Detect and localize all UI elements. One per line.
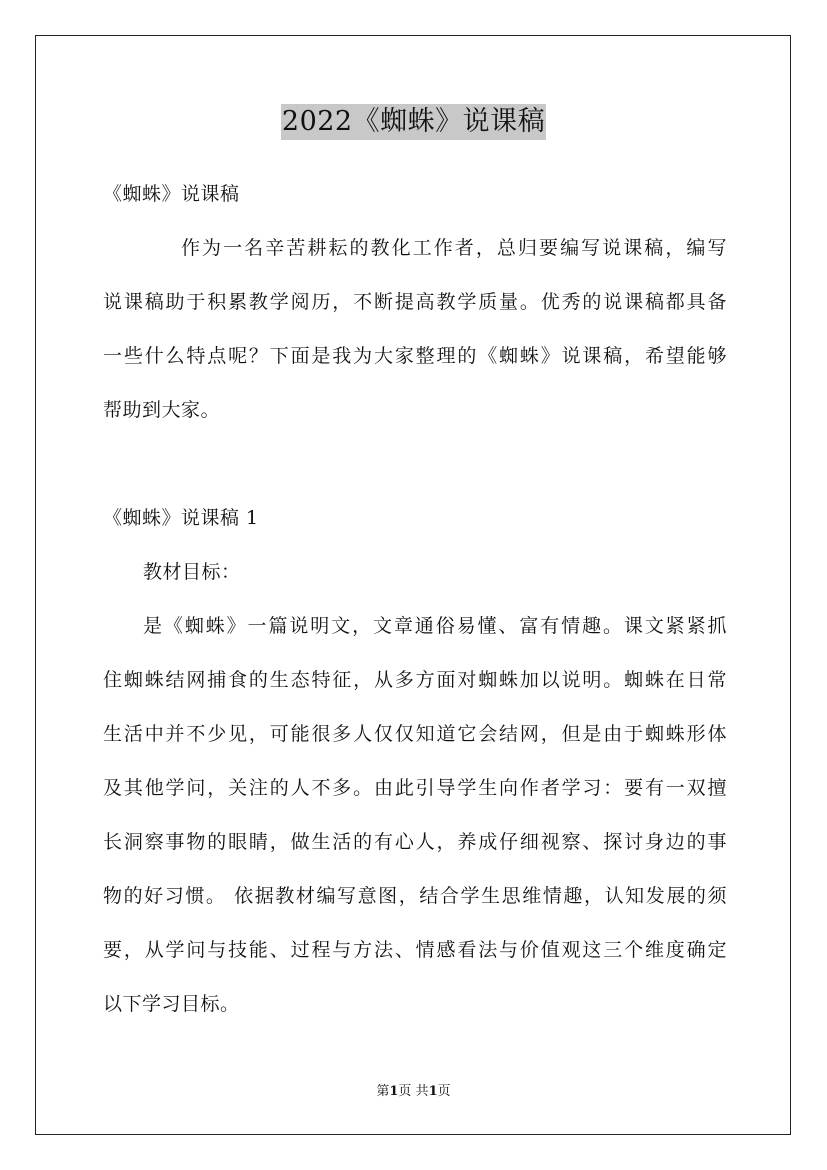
intro-line-4: 帮助到大家。	[103, 399, 221, 421]
body-line-7: 要，从学问与技能、过程与方法、情感看法与价值观这三个维度确定	[103, 939, 727, 961]
body-line-1: 是《蜘蛛》一篇说明文，文章通俗易懂、富有情趣。课文紧紧抓	[143, 615, 727, 637]
body-line-6: 物的好习惯。 依据教材编写意图，结合学生思维情趣，认知发展的须	[103, 885, 727, 907]
section-label: 教材目标：	[143, 561, 241, 583]
footer-page-current: 1	[389, 1084, 399, 1099]
body-line-5: 长洞察事物的眼睛，做生活的有心人，养成仔细视察、探讨身边的事	[103, 831, 727, 853]
intro-line-2: 说课稿助于积累教学阅历，不断提高教学质量。优秀的说课稿都具备	[103, 291, 727, 313]
page-footer	[0, 1083, 827, 1101]
body-line-3: 生活中并不少见，可能很多人仅仅知道它会结网，但是由于蜘蛛形体	[103, 723, 727, 745]
body-line-4: 及其他学问，关注的人不多。由此引导学生向作者学习：要有一双擅	[103, 777, 727, 799]
footer-page-total: 1	[428, 1084, 438, 1099]
footer-page-suffix: 页	[437, 1084, 451, 1099]
title-container	[0, 104, 827, 140]
document-title: 2022《蜘蛛》说课稿	[281, 104, 546, 140]
footer-page-mid: 页 共	[398, 1084, 429, 1099]
footer-page-prefix: 第	[376, 1084, 390, 1099]
heading-intro: 《蜘蛛》说课稿	[103, 183, 240, 205]
intro-line-1: 作为一名辛苦耕耘的教化工作者，总归要编写说课稿，编写	[181, 237, 727, 259]
body-line-2: 住蜘蛛结网捕食的生态特征，从多方面对蜘蛛加以说明。蜘蛛在日常	[103, 669, 727, 691]
heading-section-1: 《蜘蛛》说课稿 1	[103, 507, 259, 529]
body-line-8: 以下学习目标。	[103, 993, 240, 1015]
intro-line-3: 一些什么特点呢？下面是我为大家整理的《蜘蛛》说课稿，希望能够	[103, 345, 727, 367]
